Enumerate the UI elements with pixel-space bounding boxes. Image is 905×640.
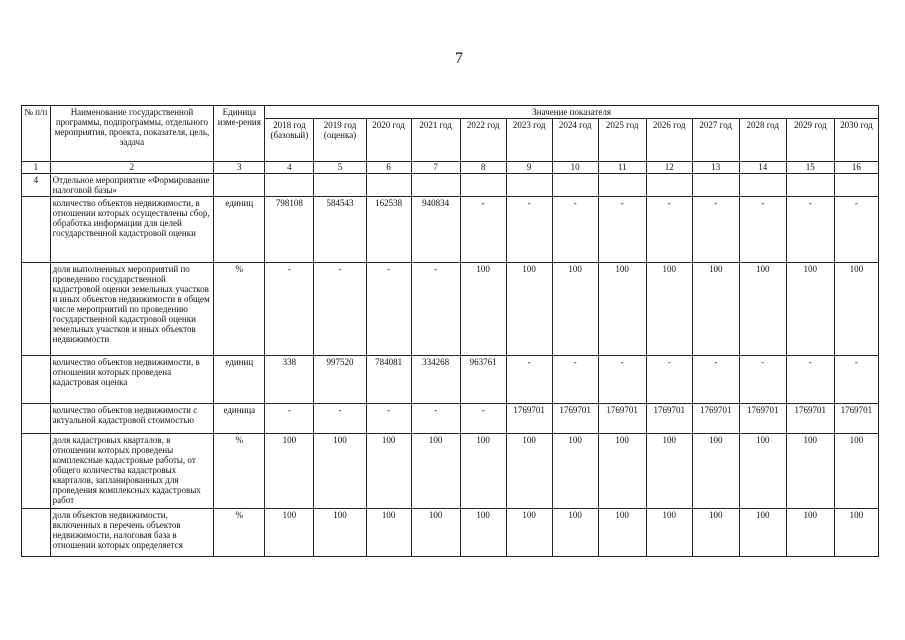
- indicator-name: количество объектов недвижимости с актуальной кадастровой стоимостью: [50, 404, 214, 434]
- indicator-value: 100: [411, 509, 460, 557]
- column-number: 1: [22, 162, 51, 174]
- indicator-name: количество объектов недвижимости, в отношении которых проведена кадастровая оценка: [50, 356, 214, 404]
- indicator-value: -: [506, 356, 552, 404]
- column-number: 7: [411, 162, 460, 174]
- indicator-value: 100: [598, 434, 646, 509]
- indicator-value: -: [411, 404, 460, 434]
- indicator-value: 963761: [460, 356, 506, 404]
- indicator-value: 100: [646, 263, 692, 356]
- indicator-value: 100: [786, 263, 834, 356]
- year-header: 2030 год: [834, 119, 878, 162]
- indicator-value: 1769701: [692, 404, 739, 434]
- indicator-value: 100: [598, 509, 646, 557]
- header-num: № п/п: [22, 106, 51, 162]
- row-number: [22, 509, 51, 557]
- header-value-group: Значение показателя: [265, 106, 879, 119]
- indicator-value: -: [739, 356, 786, 404]
- indicator-value: 100: [506, 509, 552, 557]
- year-header: 2026 год: [646, 119, 692, 162]
- indicator-value: -: [552, 356, 598, 404]
- indicator-value: 100: [552, 509, 598, 557]
- indicator-value: -: [646, 197, 692, 263]
- indicator-value: 100: [314, 434, 366, 509]
- table-row: [22, 197, 879, 263]
- indicator-value: 100: [552, 263, 598, 356]
- indicator-value: 100: [739, 263, 786, 356]
- indicator-name: доля кадастровых кварталов, в отношении которых проведены комплексные кадастровые работы, от общего количества кадастровых кварталов, запланированных для проведения комплексных кадастровых работ: [50, 434, 214, 509]
- row-number: [22, 404, 51, 434]
- indicator-value: 100: [786, 434, 834, 509]
- year-header: 2021 год: [411, 119, 460, 162]
- column-number: 6: [366, 162, 411, 174]
- indicator-value: 100: [646, 434, 692, 509]
- column-number: 8: [460, 162, 506, 174]
- indicator-value: 940834: [411, 197, 460, 263]
- indicator-value: [598, 174, 646, 197]
- indicator-value: [411, 174, 460, 197]
- indicator-value: [834, 174, 878, 197]
- year-header: 2020 год: [366, 119, 411, 162]
- indicator-value: -: [265, 263, 314, 356]
- column-number: 11: [598, 162, 646, 174]
- indicator-name: Отдельное мероприятие «Формирование налоговой базы»: [50, 174, 214, 197]
- indicator-unit: %: [214, 434, 265, 509]
- indicator-value: 100: [506, 263, 552, 356]
- column-number: 12: [646, 162, 692, 174]
- indicator-value: -: [314, 263, 366, 356]
- indicator-value: -: [265, 404, 314, 434]
- indicator-value: 100: [552, 434, 598, 509]
- table-row: [22, 174, 879, 197]
- indicator-value: 1769701: [786, 404, 834, 434]
- indicator-value: [460, 174, 506, 197]
- indicator-value: 100: [692, 434, 739, 509]
- indicator-name: доля объектов недвижимости, включенных в перечень объектов недвижимости, налоговая база в отношении которых определяется: [50, 509, 214, 557]
- indicator-value: -: [646, 356, 692, 404]
- indicator-value: -: [366, 263, 411, 356]
- indicator-value: 584543: [314, 197, 366, 263]
- indicator-value: -: [460, 404, 506, 434]
- indicator-value: 162538: [366, 197, 411, 263]
- column-number: 14: [739, 162, 786, 174]
- column-number: 9: [506, 162, 552, 174]
- year-header: 2022 год: [460, 119, 506, 162]
- column-number: 10: [552, 162, 598, 174]
- indicator-value: 334268: [411, 356, 460, 404]
- indicator-value: 1769701: [834, 404, 878, 434]
- indicator-value: [265, 174, 314, 197]
- indicator-unit: [214, 174, 265, 197]
- indicator-value: [314, 174, 366, 197]
- column-number: 4: [265, 162, 314, 174]
- indicator-value: 997520: [314, 356, 366, 404]
- year-header: 2024 год: [552, 119, 598, 162]
- indicator-value: 100: [692, 509, 739, 557]
- indicator-value: 100: [692, 263, 739, 356]
- indicator-name: количество объектов недвижимости, в отношении которых осуществлены сбор, обработка информации для целей государственной кадастровой оценки: [50, 197, 214, 263]
- indicator-value: 100: [739, 509, 786, 557]
- year-header: 2027 год: [692, 119, 739, 162]
- indicator-value: -: [786, 356, 834, 404]
- indicator-value: -: [314, 404, 366, 434]
- page-number: 7: [455, 50, 463, 67]
- indicator-value: 100: [314, 509, 366, 557]
- indicator-value: 100: [366, 509, 411, 557]
- indicator-value: 100: [598, 263, 646, 356]
- column-number: 2: [50, 162, 214, 174]
- header-name: Наименование государственной программы, подпрограммы, отдельного мероприятия, проекта, показателя, цель, задача: [50, 106, 214, 162]
- table-row: [22, 356, 879, 404]
- indicator-value: 100: [265, 434, 314, 509]
- indicator-value: -: [739, 197, 786, 263]
- indicator-value: 100: [411, 434, 460, 509]
- table-row: [22, 434, 879, 509]
- indicator-value: 1769701: [646, 404, 692, 434]
- column-number: 15: [786, 162, 834, 174]
- year-header: 2028 год: [739, 119, 786, 162]
- table-row: [22, 509, 879, 557]
- indicator-value: -: [786, 197, 834, 263]
- indicator-value: 100: [460, 509, 506, 557]
- indicator-value: 1769701: [506, 404, 552, 434]
- row-number: [22, 263, 51, 356]
- year-header: 2018 год (базовый): [265, 119, 314, 162]
- year-header: 2029 год: [786, 119, 834, 162]
- indicator-value: 1769701: [552, 404, 598, 434]
- column-number: 3: [214, 162, 265, 174]
- row-number: [22, 197, 51, 263]
- indicator-value: 798108: [265, 197, 314, 263]
- indicator-name: доля выполненных мероприятий по проведению государственной кадастровой оценки земельных участков и иных объектов недвижимости в общем числе мероприятий по проведению государственной кадастровой оценки земельных участков и иных объектов недвижимости: [50, 263, 214, 356]
- indicator-value: 100: [834, 509, 878, 557]
- indicator-value: -: [834, 197, 878, 263]
- row-number: [22, 356, 51, 404]
- indicator-value: -: [834, 356, 878, 404]
- table-row: [22, 404, 879, 434]
- indicator-value: -: [411, 263, 460, 356]
- year-header: 2025 год: [598, 119, 646, 162]
- indicator-value: [646, 174, 692, 197]
- indicator-value: [739, 174, 786, 197]
- indicators-table: [21, 105, 879, 557]
- indicator-value: 100: [834, 263, 878, 356]
- year-header: 2023 год: [506, 119, 552, 162]
- row-number: 4: [22, 174, 51, 197]
- indicator-value: 100: [366, 434, 411, 509]
- column-number: 13: [692, 162, 739, 174]
- indicator-value: 338: [265, 356, 314, 404]
- column-number: 16: [834, 162, 878, 174]
- indicator-value: 100: [460, 263, 506, 356]
- indicator-value: 1769701: [598, 404, 646, 434]
- indicator-value: [692, 174, 739, 197]
- indicator-value: 100: [460, 434, 506, 509]
- indicator-value: -: [506, 197, 552, 263]
- indicator-value: 100: [646, 509, 692, 557]
- indicator-value: -: [598, 356, 646, 404]
- indicator-value: 100: [739, 434, 786, 509]
- indicator-value: [506, 174, 552, 197]
- row-number: [22, 434, 51, 509]
- indicator-value: [552, 174, 598, 197]
- column-number-row: [22, 162, 879, 174]
- indicator-value: -: [692, 197, 739, 263]
- indicator-value: -: [460, 197, 506, 263]
- indicator-value: -: [598, 197, 646, 263]
- indicator-value: 100: [506, 434, 552, 509]
- indicator-unit: %: [214, 263, 265, 356]
- indicator-unit: единица: [214, 404, 265, 434]
- indicator-value: [366, 174, 411, 197]
- indicator-unit: %: [214, 509, 265, 557]
- indicator-unit: единиц: [214, 197, 265, 263]
- indicator-value: 100: [834, 434, 878, 509]
- indicator-value: [786, 174, 834, 197]
- indicator-value: -: [366, 404, 411, 434]
- indicator-value: 1769701: [739, 404, 786, 434]
- table-row: [22, 263, 879, 356]
- indicator-unit: единиц: [214, 356, 265, 404]
- indicator-value: -: [552, 197, 598, 263]
- year-header: 2019 год (оценка): [314, 119, 366, 162]
- header-unit: Единица изме-рения: [214, 106, 265, 162]
- column-number: 5: [314, 162, 366, 174]
- indicator-value: -: [692, 356, 739, 404]
- indicator-value: 100: [786, 509, 834, 557]
- indicator-value: 784081: [366, 356, 411, 404]
- indicator-value: 100: [265, 509, 314, 557]
